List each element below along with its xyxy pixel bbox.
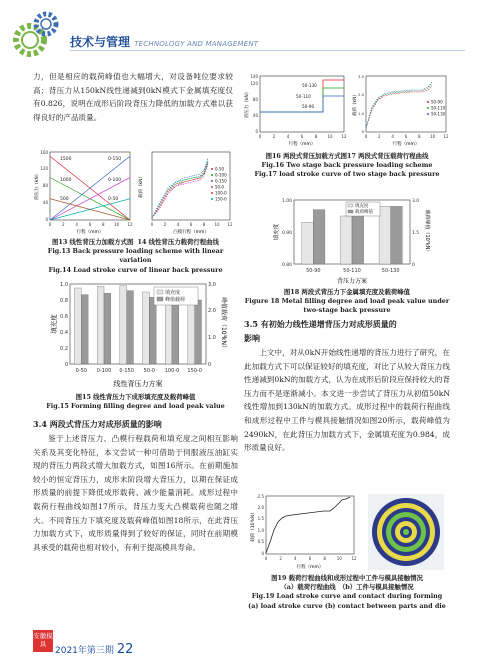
- fig18-caption: [244, 288, 450, 316]
- legend-item-50-130: [427, 112, 446, 117]
- fig15-xlabel: 线性背压力方案: [113, 380, 163, 388]
- fig16-ytick: 40: [252, 113, 258, 118]
- fig17-ytick: 1.0: [357, 111, 364, 116]
- legend-swatch-fill: [348, 204, 353, 207]
- fig15-category-label: 100-0: [164, 368, 180, 374]
- footer: [55, 642, 133, 657]
- fig18-bar-load-50-110: [352, 209, 364, 264]
- fig18-ylabel-left: 填充度: [274, 223, 280, 241]
- fig13-ann-500: 500: [60, 197, 69, 202]
- legend-item-50-110: [427, 106, 446, 111]
- fig15-bar-load-0-50: [81, 295, 88, 364]
- fig14-curve-0-50: [152, 162, 208, 218]
- fig17-xtick: 4: [391, 134, 394, 139]
- fig13-xtick: 10: [114, 222, 120, 227]
- fig16-xtick: 6: [300, 134, 304, 139]
- fig18-bar-fill-50-110: [340, 216, 352, 264]
- fig15-ytick-left: 0.6: [60, 314, 68, 320]
- fig15-category-label: 50-0: [143, 368, 156, 374]
- fig19a-ylabel: 载荷（10³kN）: [251, 510, 256, 542]
- svg-text:50-130: 50-130: [431, 111, 446, 117]
- svg-text:0-150: 0-150: [215, 178, 227, 184]
- fig15-ylabel-right: 峰值载荷（10³kN）: [220, 296, 227, 352]
- fig18-ytick-right: 0: [412, 263, 415, 268]
- caption-en: Fig.14 Load stroke curve of linear back pressure: [48, 265, 223, 274]
- page-number: 22: [116, 642, 134, 657]
- fig16-ann: 50-90: [302, 104, 315, 109]
- legend-item-50-90: [427, 100, 443, 105]
- caption-en: Fig.15 Forming filling degree and load peak value: [46, 402, 225, 411]
- left-para-2: [33, 432, 238, 554]
- fig19a-xtick: 4: [294, 556, 297, 561]
- fig13-ytick: 0: [45, 217, 48, 222]
- paragraph-text: 鉴于上述背压力、凸模行程载荷和填充度之间相互影响关系及其变化特征，本文尝试一种可借助于伺服液压油缸实现的背压力两段式增大加载方式，如图16所示。在前期施加较小的恒定背压力，成形末阶段增大背压力，以期在保证成形质量的前提下降低成形载荷、减少能量消耗。成形过程中载荷行程曲线如图17所示，背压力变大凸模载荷也随之增大。不同背压力下填充度及载荷峰值如图18所示，在此背压力加载方式下，成形质量得到了较好的保证，同时在前期模具承受的载荷也相对较小，有利于提高模具寿命。: [33, 434, 238, 552]
- fig17-legend: [427, 100, 446, 117]
- footer-issue: 2021年第三期: [55, 646, 114, 656]
- fig16-xtick: 2: [272, 134, 276, 139]
- header-title-en: TECHNOLOGY AND MANAGEMENT: [134, 40, 259, 48]
- caption-cn: 14 线性背压力载荷行程曲线: [137, 238, 219, 246]
- fig17-curve-50-90: [366, 86, 432, 128]
- legend-item-50-0: [211, 185, 225, 190]
- fig15-ytick-right: 0: [208, 362, 212, 368]
- paragraph-text: 力，但是相应的载荷峰值也大幅增大，对设备吨位要求较高；背压力从150kN线性递减到0kN模式下金属填充度仅有0.826，说明在成形后阶段背压力降低的加载方式难以获得良好的产品质量。: [33, 72, 233, 122]
- fig19a-ytick: 1.0: [257, 528, 264, 533]
- fig19b-contact-image: [368, 494, 444, 570]
- legend-swatch-fill: [157, 290, 163, 294]
- caption-en: Fig.16 Two stage back pressure loading scheme: [261, 161, 433, 170]
- fig14-xtick: 8: [202, 222, 206, 227]
- fig17-ytick: 0: [361, 129, 364, 134]
- fig15-ytick-left: 1.0: [60, 282, 68, 288]
- fig15-bar-load-150-0: [195, 300, 202, 364]
- fig17-chart: [352, 72, 450, 148]
- fig15-bar-load-0-150: [127, 291, 134, 364]
- fig13-ann-0-100: 0-100: [108, 178, 122, 183]
- legend-label: 载荷峰值: [355, 210, 373, 215]
- fig18-ytick-right: 1.5: [412, 231, 420, 236]
- fig15-ytick-left: 0.2: [60, 346, 68, 352]
- section-heading-line: 3.5 有初始力线性递增背压力对成形质量的: [244, 319, 397, 329]
- fig13-ylabel: 背压力（kN）: [35, 171, 40, 201]
- fig16-xtick: 12: [341, 134, 347, 139]
- fig14-curve-100-0: [152, 163, 208, 218]
- fig18-bar-fill-50-130: [379, 206, 391, 264]
- fig18-legend: [346, 202, 380, 216]
- legend-swatch-load: [348, 210, 353, 213]
- svg-text:50-110: 50-110: [431, 105, 446, 111]
- fig18-category-label: 50-90: [306, 268, 321, 274]
- fig16-17-caption: [244, 152, 450, 180]
- caption-cn: 图16 两段式背压加载方式图17 两段式背压载荷行程曲线: [265, 152, 429, 160]
- fig18-ytick-right: 3.0: [412, 199, 420, 204]
- fig13-ytick: 120: [40, 166, 48, 171]
- legend-item-100-0: [211, 191, 227, 196]
- fig15-ytick-right: 2.0: [208, 308, 216, 314]
- fig16-xtick: 0: [258, 134, 262, 139]
- fig19a-load-curve: [266, 497, 350, 553]
- svg-text:100-0: 100-0: [215, 190, 227, 196]
- fig16-chart: [244, 72, 348, 148]
- fig15-bar-load-50-0: [149, 297, 156, 364]
- fig14-xlabel: 凸模行程（mm）: [173, 230, 209, 234]
- svg-text:50-0: 50-0: [215, 184, 225, 190]
- fig14-ylabel: 载荷（kN）: [139, 174, 144, 198]
- fig13-xtick: 8: [102, 222, 105, 227]
- fig18-category-label: 50-130: [381, 268, 400, 274]
- fig17-ytick: 2.0: [357, 92, 364, 97]
- header-title: [70, 33, 258, 50]
- caption-cn: （a）载荷行程曲线 （b）工件与模具接触情况: [280, 583, 414, 592]
- fig13-xtick: 0: [48, 222, 52, 227]
- fig15-ylabel-left: 填充度: [50, 314, 58, 334]
- fig14-curve-0-150: [152, 158, 208, 218]
- fig17-xtick: 0: [364, 134, 368, 139]
- fig14-xtick: 2: [163, 222, 167, 227]
- fig17-xtick: 2: [378, 134, 381, 139]
- fig15-category-label: 150-0: [187, 368, 202, 374]
- caption-cn: 图15 线性背压力下成形填充度及载荷峰值: [75, 393, 196, 401]
- fig19a-ytick: 0: [261, 551, 264, 556]
- fig16-ylabel: 背压力（kN）: [245, 89, 250, 119]
- fig19a-chart: [250, 492, 358, 572]
- fig15-bar-fill-0-50: [75, 288, 82, 364]
- svg-text:150-0: 150-0: [215, 196, 227, 202]
- fig14-legend: [211, 167, 227, 202]
- fig13-xtick: 12: [127, 222, 133, 227]
- fig16-xtick: 10: [327, 134, 333, 139]
- fig16-ann: 50-110: [296, 94, 311, 99]
- fig17-xlabel: 行程（mm）: [392, 142, 420, 147]
- fig15-bar-load-0-100: [104, 293, 111, 364]
- fig18-bar-load-50-90: [313, 210, 325, 264]
- fig18-ylabel-right: 载荷峰值（10³kN）: [424, 209, 430, 255]
- fig17-ylabel: 载荷（kN）: [353, 92, 358, 116]
- header-divider: [70, 50, 465, 51]
- fig13-ann-1000: 1000: [60, 178, 72, 183]
- caption-en: Figure 18 Metal filling degree and load peak value under: [244, 297, 450, 306]
- fig14-xtick: 4: [176, 222, 180, 227]
- paragraph-text: 上文中，对从0kN开始线性递增的背压力进行了研究，在此加载方式下可以保证较好的填充度，对比了从较大背压力线性递减到0kN的加载方式，认为在成形后阶段应保持较大的背压力而不是逐渐减小。本文进一步尝试了背压力从初值50kN线性增加到130kN的加载方式。成形过程中的载荷行程曲线和成形过程中工件与模具接触情况如图20所示，载荷峰值为2490kN，在此背压力加载方式下，金属填充度为0.984，成形质量良好。: [244, 348, 450, 453]
- fig18-ytick-left: 0.80: [281, 263, 292, 268]
- caption-en: Fig.13 Back pressure loading scheme with linear variation: [47, 247, 224, 265]
- fig15-bar-fill-0-150: [120, 286, 127, 364]
- fig16-ytick: 120: [250, 81, 258, 86]
- fig17-curve-50-130: [366, 82, 432, 128]
- fig16-ytick: 80: [252, 97, 258, 102]
- fig14-xtick: 0: [150, 222, 154, 227]
- fig15-bar-load-100-0: [172, 299, 179, 364]
- fig18-xlabel: 背压力方案: [336, 278, 368, 285]
- fig17-xtick: 6: [404, 134, 408, 139]
- fig17-curve-50-110: [366, 84, 432, 128]
- fig15-bar-fill-150-0: [188, 298, 195, 364]
- fig19a-xtick: 10: [336, 556, 342, 561]
- fig14-curve-0-100: [152, 160, 208, 218]
- fig15-caption: [33, 393, 238, 411]
- fig13-xlabel: 行程（mm）: [76, 230, 104, 234]
- fig14-xtick: 12: [227, 222, 233, 227]
- fig15-legend: [154, 287, 198, 305]
- fig16-xlabel: 行程（mm）: [288, 142, 316, 147]
- fig18-bar-load-50-130: [391, 206, 403, 264]
- fig15-bar-fill-100-0: [165, 295, 172, 364]
- fig15-category-label: 0-100: [96, 368, 112, 374]
- svg-text:0-100: 0-100: [215, 172, 227, 178]
- fig14-xtick: 6: [189, 222, 193, 227]
- fig18-chart: [272, 194, 432, 286]
- fig13-ytick: 80: [42, 183, 48, 188]
- fig14-curve-150-0: [152, 162, 208, 218]
- gear-logo: [8, 6, 66, 64]
- legend-item-0-50: [211, 167, 225, 172]
- legend-label: 填充度: [165, 290, 181, 296]
- caption-en: two-stage back pressure: [303, 306, 391, 315]
- fig13-chart: [34, 148, 134, 234]
- legend-swatch-load: [157, 297, 163, 301]
- fig19a-ytick: 1.5: [257, 516, 264, 521]
- legend-item-150-0: [211, 197, 227, 202]
- left-para-1: [33, 70, 233, 124]
- fig13-xtick: 6: [88, 222, 92, 227]
- fig19a-xtick: 6: [308, 556, 312, 561]
- header-title-cn: 技术与管理: [70, 35, 131, 49]
- legend-item-0-150: [211, 179, 227, 184]
- fig18-bar-fill-50-90: [302, 222, 314, 264]
- section-3-4-heading: 3.4 两段式背压力对成形质量的影响: [33, 419, 162, 429]
- blue-gear-icon: [36, 14, 56, 34]
- caption-cn: 图13 线性背压力加载方式图: [52, 238, 134, 246]
- journal-logo: 安徽模具: [33, 630, 53, 652]
- fig13-ann-0-150: 0-150: [108, 157, 122, 162]
- fig19a-ytick: 2.5: [257, 494, 264, 499]
- fig14-curve-50-0: [152, 164, 208, 218]
- legend-item-0-100: [211, 173, 227, 178]
- fig16-ytick: 140: [250, 74, 258, 79]
- fig16-ytick: 0: [255, 129, 258, 134]
- fig15-category-label: 0-50: [75, 368, 88, 374]
- fig15-ytick-right: 1.0: [208, 335, 216, 341]
- fig17-xtick: 8: [418, 134, 421, 139]
- fig14-chart: [138, 148, 234, 234]
- fig15-chart: [50, 278, 228, 390]
- fig15-category-label: 0-150: [119, 368, 134, 374]
- fig16-xtick: 8: [314, 134, 318, 139]
- fig13-ann-0-50: 0-50: [108, 197, 119, 202]
- fig15-ytick-right: 3.0: [208, 282, 216, 288]
- caption-en: (a) load stroke curve (b) contact between parts and die: [248, 601, 446, 610]
- fig17-xtick: 10: [430, 134, 436, 139]
- caption-cn: 图19 载荷行程曲线和成形过程中工件与模具接触情况: [271, 574, 423, 582]
- caption-cn: 图18 两段式背压力下金属填充度及载荷峰值: [283, 288, 411, 296]
- fig18-ytick-left: 1.00: [281, 199, 292, 204]
- fig15-bar-fill-0-100: [97, 286, 104, 364]
- fig18-category-label: 50-110: [343, 268, 361, 274]
- legend-label: 峰值载荷: [165, 297, 186, 303]
- fig13-ytick: 160: [40, 150, 48, 155]
- fig14-xtick: 10: [214, 222, 220, 227]
- fig13-xtick: 2: [62, 222, 65, 227]
- svg-text:50-90: 50-90: [431, 99, 443, 105]
- caption-en: Fig.19 Load stroke curve and contact during forming: [251, 592, 443, 601]
- section-3-5-heading: [244, 318, 450, 345]
- right-para-3: [244, 346, 450, 455]
- fig15-ytick-left: 0: [64, 362, 68, 368]
- fig19-caption: [244, 574, 450, 611]
- fig15-ytick-left: 0.8: [60, 298, 68, 304]
- fig19a-ytick: 0.5: [257, 539, 264, 544]
- fig16-xtick: 4: [286, 134, 290, 139]
- fig19a-xtick: 8: [323, 556, 326, 561]
- fig19a-ytick: 2.0: [257, 505, 264, 510]
- fig17-ytick: 3.0: [357, 74, 364, 79]
- fig15-bar-fill-50-0: [143, 292, 150, 364]
- fig16-ann: 50-130: [302, 83, 317, 88]
- svg-text:0-50: 0-50: [215, 166, 225, 172]
- fig17-xtick: 12: [443, 134, 449, 139]
- fig13-xtick: 4: [75, 222, 78, 227]
- caption-en: Fig.17 load stroke curve of two stage back pressure: [254, 170, 440, 179]
- fig19a-xtick: 0: [264, 556, 268, 561]
- fig15-ytick-left: 0.4: [60, 330, 68, 336]
- fig13-ytick: 40: [42, 200, 48, 205]
- fig19a-xtick: 2: [279, 556, 282, 561]
- fig13-ann-1500: 1500: [60, 157, 72, 162]
- fig19a-xtick: 12: [351, 556, 357, 561]
- fig13-14-caption: [33, 238, 238, 275]
- fig18-ytick-left: 0.90: [281, 231, 292, 236]
- legend-label: 填充度: [355, 204, 369, 209]
- fig19a-xlabel: 行程（mm）: [296, 565, 324, 570]
- section-heading-line: 影响: [244, 332, 260, 343]
